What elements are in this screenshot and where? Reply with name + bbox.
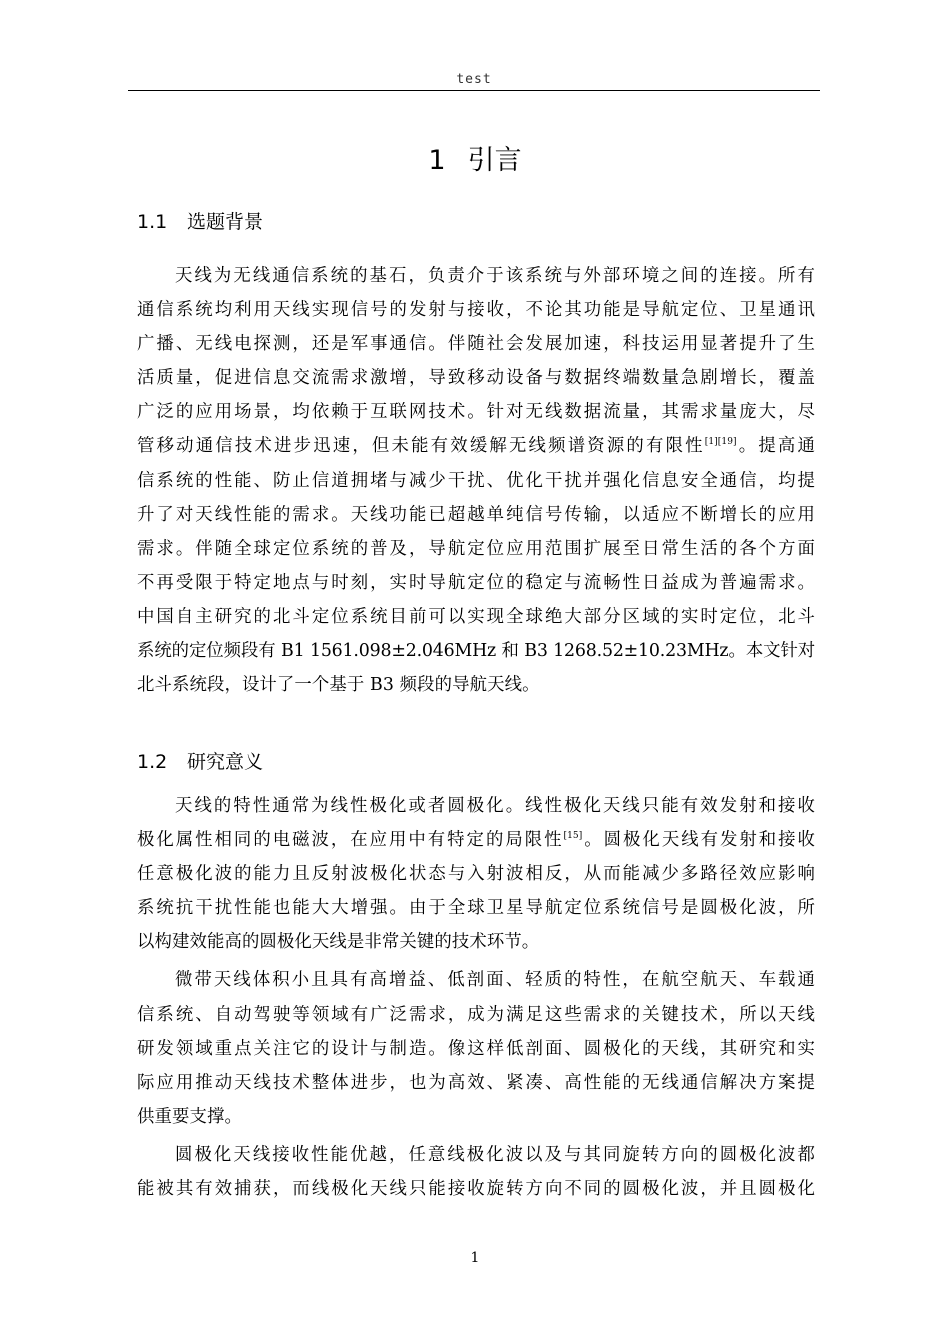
paragraph-line: 天线的特性通常为线性极化或者圆极化。线性极化天线只能有效发射和接收	[175, 796, 815, 816]
paragraph-line-with-citation	[137, 823, 815, 857]
paragraph-text: 极化属性相同的电磁波，在应用中有特定的局限性	[137, 830, 564, 851]
section-number: 1.1	[137, 211, 168, 233]
paragraph-text: 。提高通	[736, 436, 815, 457]
paragraph-line: 需求。伴随全球定位系统的普及，导航定位应用范围扩展至日常生活的各个方面	[137, 538, 815, 559]
paragraph-line: 微带天线体积小且具有高增益、低剖面、轻质的特性，在航空航天、车载通	[175, 970, 815, 991]
running-title: test	[456, 72, 492, 87]
chapter-title	[0, 143, 950, 179]
paragraph	[137, 789, 815, 959]
citation-reference: [15]	[563, 831, 583, 842]
paragraph	[137, 259, 815, 702]
paragraph-line: 升了对天线性能的需求。天线功能已超越单纯信号传输，以适应不断增长的应用	[137, 504, 815, 525]
chapter-title-text: 引言	[467, 145, 522, 176]
paragraph-line: 信系统、自动驾驶等领域有广泛需求，成为满足这些需求的关键技术，所以天线	[137, 1004, 815, 1025]
section-heading-1-1	[137, 209, 263, 235]
paragraph-line: 广泛的应用场景，均依赖于互联网技术。针对无线数据流量，其需求量庞大，尽	[137, 402, 815, 423]
paragraph-text: 管移动通信技术进步迅速，但未能有效缓解无线频谱资源的有限性	[137, 436, 705, 457]
section-number: 1.2	[137, 751, 168, 773]
paragraph-line: 供重要支撑。	[137, 1106, 242, 1127]
paragraph-line: 天线为无线通信系统的基石，负责介于该系统与外部环境之间的连接。所有	[175, 266, 815, 286]
paragraph-line: 圆极化天线接收性能优越，任意线极化波以及与其同旋转方向的圆极化波都	[175, 1144, 815, 1165]
paragraph-line: 信系统的性能、防止信道拥堵与减少干扰、优化干扰并强化信息安全通信，均提	[137, 470, 815, 491]
chapter-number: 1	[428, 145, 446, 176]
paragraph-line: 系统的定位频段有 B1 1561.098±2.046MHz 和 B3 1268.52±10.23MHz。本文针对	[137, 641, 815, 662]
paragraph-line: 广播、无线电探测，还是军事通信。伴随社会发展加速，科技运用显著提升了生	[137, 334, 815, 355]
paragraph-line: 际应用推动天线技术整体进步，也为高效、紧凑、高性能的无线通信解决方案提	[137, 1072, 815, 1093]
paragraph-line: 不再受限于特定地点与时刻，实时导航定位的稳定与流畅性日益成为普遍需求。	[137, 572, 815, 593]
paragraph-line-with-citation	[137, 429, 815, 463]
section-heading-1-2	[137, 749, 263, 775]
page-number: 1	[470, 1250, 480, 1266]
paragraph-line: 以构建效能高的圆极化天线是非常关键的技术环节。	[137, 932, 540, 953]
section-title: 研究意义	[187, 751, 264, 773]
paragraph-line: 任意极化波的能力且反射波极化状态与入射波相反，从而能减少多路径效应影响	[137, 864, 815, 885]
paragraph-line: 活质量，促进信息交流需求激增，导致移动设备与数据终端数量急剧增长，覆盖	[137, 368, 815, 389]
paragraph-text: 。圆极化天线有发射和接收	[582, 830, 816, 851]
section-title: 选题背景	[187, 211, 264, 233]
paragraph-line: 中国自主研究的北斗定位系统目前可以实现全球绝大部分区域的实时定位，北斗	[137, 606, 815, 627]
page-header	[128, 70, 820, 91]
citation-reference: [1][19]	[704, 437, 737, 448]
section-body-1-1	[137, 259, 815, 702]
paragraph	[137, 963, 815, 1133]
paragraph-line: 系统抗干扰性能也能大大增强。由于全球卫星导航定位系统信号是圆极化波，所	[137, 898, 815, 919]
paragraph-line: 通信系统均利用天线实现信号的发射与接收，不论其功能是导航定位、卫星通讯	[137, 300, 815, 321]
paragraph-line: 能被其有效捕获，而线极化天线只能接收旋转方向不同的圆极化波，并且圆极化	[137, 1179, 815, 1200]
paragraph	[137, 1138, 815, 1206]
section-body-1-2	[137, 789, 815, 1206]
paragraph-line: 北斗系统段，设计了一个基于 B3 频段的导航天线。	[137, 675, 540, 696]
paragraph-line: 研发领域重点关注它的设计与制造。像这样低剖面、圆极化的天线，其研究和实	[137, 1038, 815, 1059]
